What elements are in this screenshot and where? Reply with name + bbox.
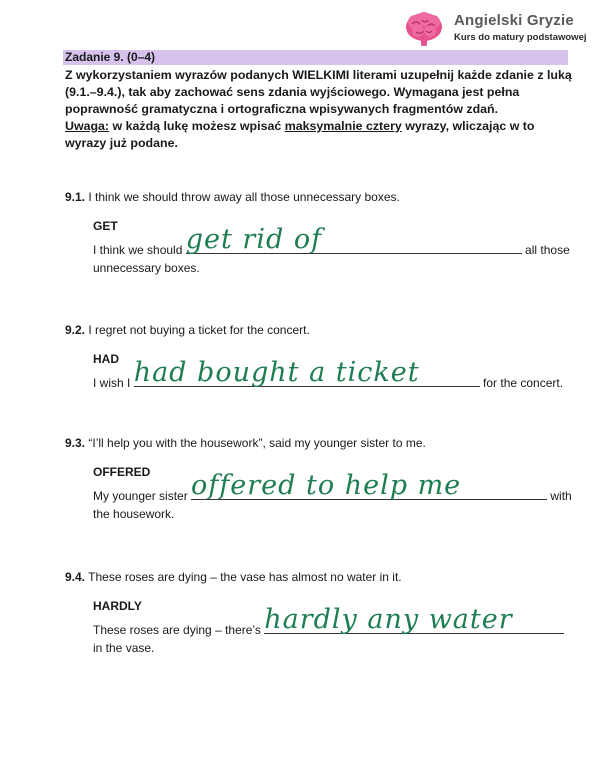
keyword: OFFERED (93, 465, 151, 479)
source-sentence: 9.4. These roses are dying – the vase has almost no water in it. (65, 570, 402, 584)
note-line: Uwaga: w każdą lukę możesz wpisać maksymalnie cztery wyrazy, wliczając w to (65, 119, 535, 133)
logo-title: Angielski Gryzie (454, 12, 574, 29)
handwritten-answer: had bought a ticket (133, 357, 420, 388)
task-header (63, 50, 568, 65)
note-line-2: wyrazy już podane. (65, 136, 178, 150)
source-sentence: 9.3. “I’ll help you with the housework”, said my younger sister to me. (65, 436, 426, 450)
exercise-item (65, 436, 575, 526)
keyword: GET (93, 219, 118, 233)
handwritten-answer: get rid of (185, 224, 323, 255)
gap-continuation: in the vase. (93, 641, 155, 655)
handwritten-answer: offered to help me (191, 470, 462, 501)
brand-logo (404, 10, 594, 50)
brain-icon (404, 10, 444, 48)
task-title: Zadanie 9. (0–4) (65, 50, 156, 64)
source-sentence: 9.2. I regret not buying a ticket for the concert. (65, 323, 310, 337)
instruction-line: (9.1.–9.4.), tak aby zachować sens zdania wyjściowego. Wymagana jest pełna (65, 85, 520, 99)
note-emphasis: maksymalnie cztery (284, 119, 402, 133)
instruction-line: poprawność gramatyczna i ortograficzna wpisywanych fragmentów zdań. (65, 102, 499, 116)
item-number: 9.4. (65, 570, 86, 584)
handwritten-answer: hardly any water (264, 604, 513, 635)
keyword: HAD (93, 352, 119, 366)
logo-subtitle: Kurs do matury podstawowej (454, 32, 587, 43)
exercise-item (65, 570, 575, 660)
instruction-line: Z wykorzystaniem wyrazów podanych WIELKIMI literami uzupełnij każde zdanie z luką (65, 68, 572, 82)
exercise-item (65, 190, 575, 280)
gap-continuation: the housework. (93, 507, 175, 521)
task-instructions (65, 67, 575, 152)
gap-sentence: These roses are dying – there’s hardly any water (93, 619, 564, 637)
gap-sentence: My younger sister offered to help me with (93, 470, 572, 503)
item-number: 9.1. (65, 190, 86, 204)
gap-sentence: I wish I had bought a ticket for the concert. (93, 357, 564, 390)
item-number: 9.2. (65, 323, 86, 337)
source-sentence: 9.1. I think we should throw away all those unnecessary boxes. (65, 190, 400, 204)
item-number: 9.3. (65, 436, 86, 450)
gap-sentence: I think we should get rid of all those (93, 224, 570, 257)
exercise-item (65, 323, 575, 393)
note-label: Uwaga: (65, 119, 110, 133)
gap-continuation: unnecessary boxes. (93, 261, 200, 275)
keyword: HARDLY (93, 599, 142, 613)
